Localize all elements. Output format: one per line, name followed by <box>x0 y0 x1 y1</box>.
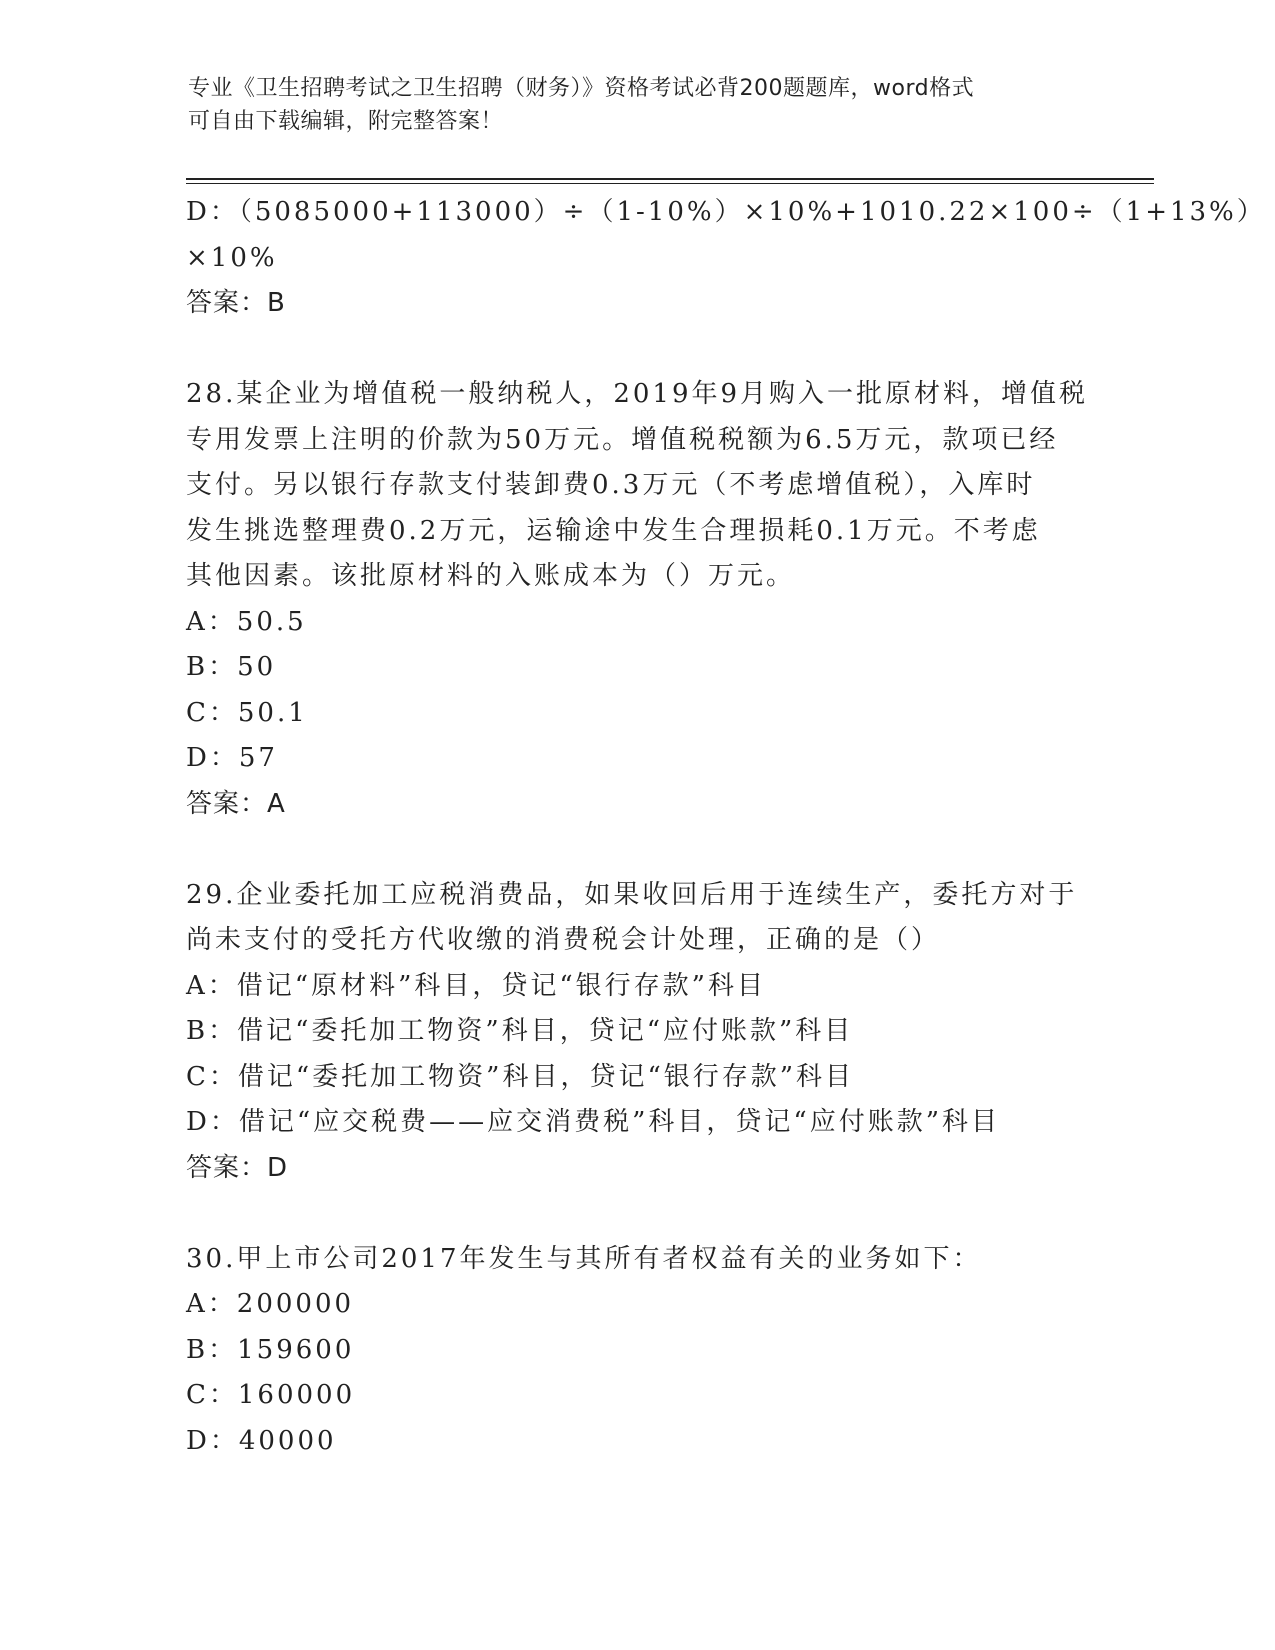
option-c: C：160000 <box>186 1380 356 1410</box>
question-stem: 支付。另以银行存款支付装卸费0.3万元（不考虑增值税），入库时 <box>186 470 1036 500</box>
question-stem: 29.企业委托加工应税消费品，如果收回后用于连续生产，委托方对于 <box>186 879 1078 910</box>
previous-question-tail <box>186 190 1266 327</box>
option-c: C：借记“委托加工物资”科目，贷记“银行存款”科目 <box>186 1061 855 1092</box>
header-divider-thick <box>186 178 1154 180</box>
option-d: D：40000 <box>186 1425 337 1456</box>
answer-line: 答案：B <box>186 288 286 318</box>
option-d-continued: ×10% <box>186 242 278 273</box>
option-b: B：借记“委托加工物资”科目，贷记“应付账款”科目 <box>186 1016 854 1046</box>
answer-line: 答案：D <box>186 1152 289 1183</box>
question-content <box>186 190 1266 1464</box>
question-stem: 专用发票上注明的价款为50万元。增值税税额为6.5万元，款项已经 <box>186 424 1059 455</box>
header-title-line-1: 专业《卫生招聘考试之卫生招聘（财务）》资格考试必背200题题库，word格式 <box>188 76 975 101</box>
option-b: B：159600 <box>186 1334 355 1365</box>
option-d: D：借记“应交税费——应交消费税”科目，贷记“应付账款”科目 <box>186 1107 1001 1137</box>
question-stem: 28.某企业为增值税一般纳税人，2019年9月购入一批原材料，增值税 <box>186 379 1089 409</box>
question-stem: 30.甲上市公司2017年发生与其所有者权益有关的业务如下： <box>186 1243 982 1274</box>
question-stem: 其他因素。该批原材料的入账成本为（）万元。 <box>186 561 796 591</box>
option-c: C：50.1 <box>186 697 308 728</box>
option-d: D：（5085000+113000）÷（1-10%）×10%+1010.22×100÷（1+13%） <box>186 197 1266 227</box>
header-title-line-2: 可自由下载编辑，附完整答案！ <box>188 109 504 134</box>
spacer <box>186 1191 1086 1237</box>
question-stem: 尚未支付的受托方代收缴的消费税会计处理，正确的是（） <box>186 925 941 955</box>
option-b: B：50 <box>186 652 277 682</box>
question-28 <box>186 372 1089 827</box>
option-a: A：200000 <box>186 1289 355 1319</box>
header-divider-thin <box>186 183 1154 184</box>
option-d: D：57 <box>186 743 278 773</box>
question-29 <box>186 873 1086 1192</box>
document-header <box>188 72 1068 138</box>
option-a: A：借记“原材料”科目，贷记“银行存款”科目 <box>186 970 766 1001</box>
spacer <box>186 327 1086 373</box>
question-30 <box>186 1237 1086 1465</box>
option-a: A：50.5 <box>186 606 307 637</box>
question-stem: 发生挑选整理费0.2万元，运输途中发生合理损耗0.1万元。不考虑 <box>186 515 1041 546</box>
spacer <box>186 827 1086 873</box>
answer-line: 答案：A <box>186 788 286 819</box>
